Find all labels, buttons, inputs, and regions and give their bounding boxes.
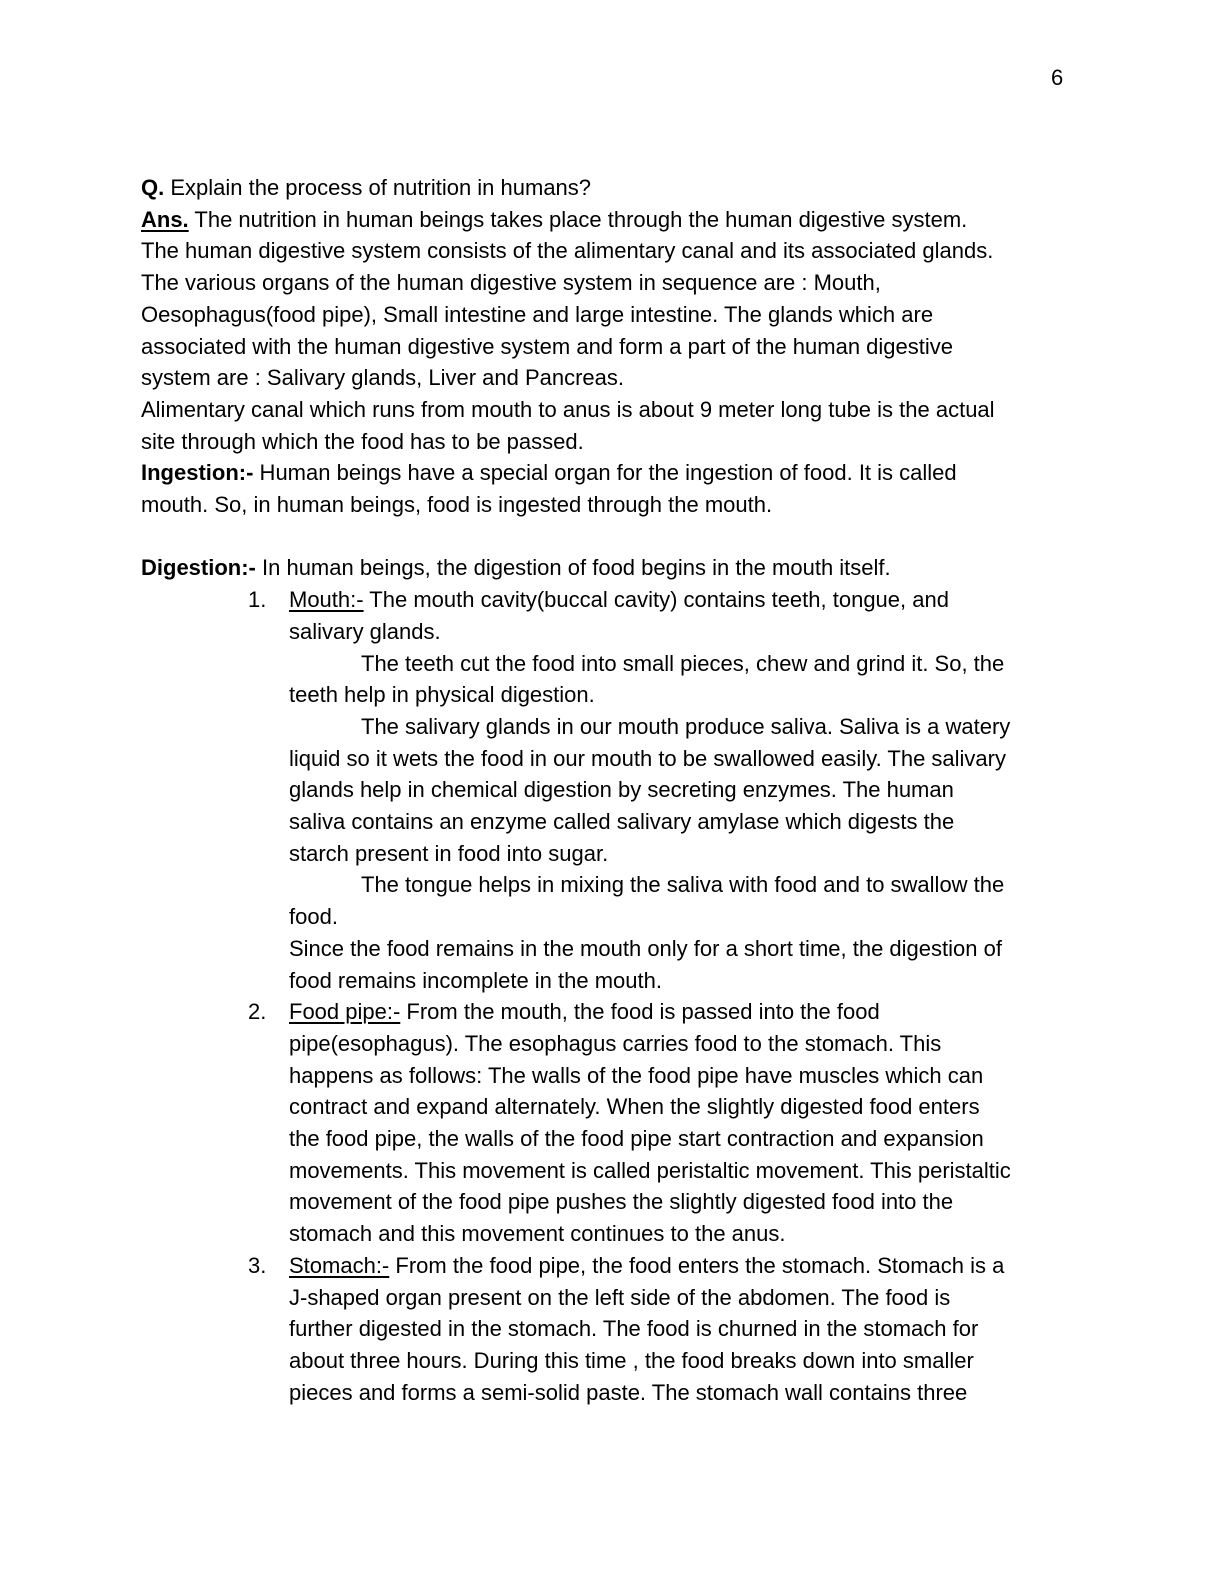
list-item-lead: Stomach:- [289,1252,390,1278]
list-item-number: 2. [248,999,267,1025]
digestion-list [141,584,1082,1408]
answer-label: Ans. [141,206,189,232]
digestion-paragraph [141,552,1082,584]
page-number: 6 [1051,65,1064,90]
digestion-text: In human beings, the digestion of food begins in the mouth itself. [255,555,891,581]
answer-paragraph [141,204,1082,394]
list-item-lead: Mouth:- [289,587,364,613]
list-item-text: From the mouth, the food is passed into the food pipe(esophagus). The esophagus carries food to the stomach. This happens as follows: The walls of the food pipe have muscles which can contract and expand alternately. When the slightly digested food enters the food pipe, the walls of the food pipe start contraction and expansion movements. This movement is called peristaltic movement. This peristaltic movement of the food pipe pushes the slightly digested food into the stomach and this movement continues to the anus. [289,999,1011,1247]
list-item-food-pipe [141,996,1082,1250]
ingestion-text: Human beings have a special organ for the ingestion of food. It is called mouth. So, in human beings, food is ingested through the mouth. [141,460,957,518]
list-item-number: 1. [248,587,267,613]
list-item-number: 3. [248,1252,267,1278]
alimentary-canal-paragraph: Alimentary canal which runs from mouth to anus is about 9 meter long tube is the actual site through which the food has to be passed. [141,396,995,454]
list-item-text: From the food pipe, the food enters the stomach. Stomach is a J-shaped organ present on the left side of the abdomen. The food is further digested in the stomach. The food is churned in the stomach for about three hours. During this time , the food breaks down into smaller pieces and forms a semi-solid paste. The stomach wall contains three [289,1252,1005,1405]
blank-line [141,521,1082,553]
question-label: Q. [141,175,165,200]
list-item-text: The mouth cavity(buccal cavity) contains teeth, tongue, and salivary glands. The teeth cut the food into small pieces, chew and grind it. So, the teeth help in physical digestion. The salivary glands in our mouth produce saliva. Saliva is a watery liquid so it wets the food in our mouth to be swallowed easily. The salivary glands help in chemical digestion by secreting enzymes. The human saliva contains an enzyme called salivary amylase which digests the starch present in food into sugar. The tongue helps in mixing the saliva with food and to swallow the food. Since the food remains in the mouth only for a short time, the digestion of food remains incomplete in the mouth. [289,587,1011,993]
list-item-stomach [141,1250,1082,1409]
list-item-mouth [141,584,1082,996]
answer-text: The nutrition in human beings takes place through the human digestive system. The human digestive system consists of the alimentary canal and its associated glands. The various organs of the human digestive system in sequence are : Mouth, Oesophagus(food pipe), Small intestine and large intestine. The glands which are associated with the human digestive system and form a part of the human digestive system are : Salivary glands, Liver and Pancreas. [141,206,994,391]
list-item-lead: Food pipe:- [289,999,401,1025]
ingestion-paragraph [141,457,1082,520]
question-paragraph [141,172,1082,204]
document-body [141,172,1082,1408]
question-text: Explain the process of nutrition in humans? [164,175,592,200]
ingestion-label: Ingestion:- [141,460,254,486]
digestion-label: Digestion:- [141,555,256,581]
